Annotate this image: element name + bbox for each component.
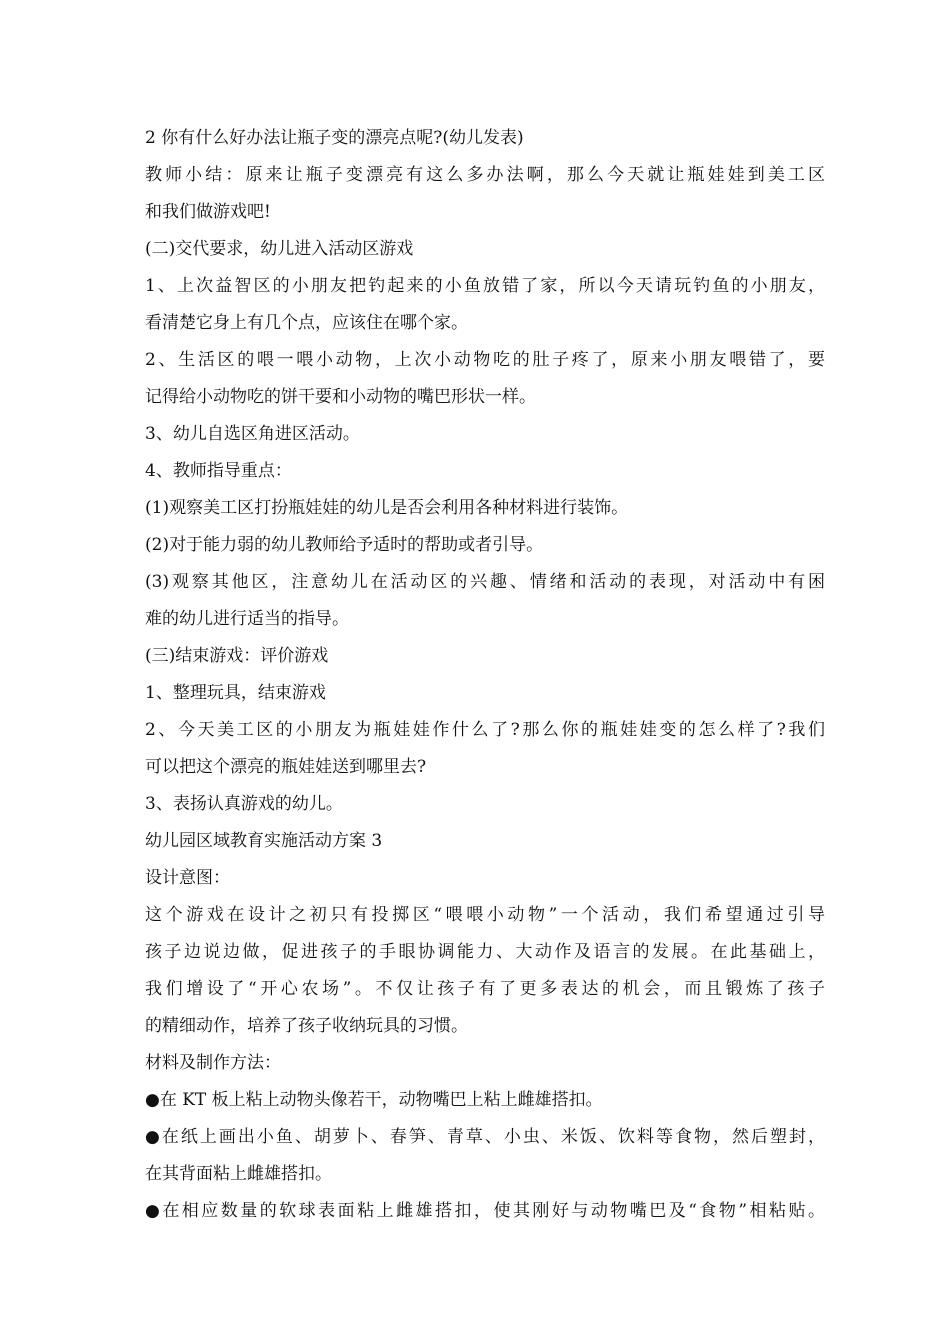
text-line: 看清楚它身上有几个点，应该住在哪个家。: [145, 313, 468, 333]
text-line: 3、幼儿自选区角进区活动。: [145, 424, 360, 444]
text-line: 2 你有什么好办法让瓶子变的漂亮点呢?(幼儿发表): [145, 128, 524, 148]
text-line: 记得给小动物吃的饼干要和小动物的嘴巴形状一样。: [145, 387, 536, 407]
bullet-item: ●在纸上画出小鱼、胡萝卜、春笋、青草、小虫、米饭、饮料等食物，然后塑封，: [145, 1127, 825, 1147]
text-line: 的精细动作，培养了孩子收纳玩具的习惯。: [145, 1016, 468, 1036]
document-title: 幼儿园区域教育实施活动方案 3: [145, 831, 383, 851]
text-line: 教师小结：原来让瓶子变漂亮有这么多办法啊，那么今天就让瓶娃娃到美工区: [145, 165, 825, 185]
text-line: 孩子边说边做，促进孩子的手眼协调能力、大动作及语言的发展。在此基础上，: [145, 942, 825, 962]
text-line: 4、教师指导重点：: [145, 461, 292, 481]
text-line: (3)观察其他区，注意幼儿在活动区的兴趣、情绪和活动的表现，对活动中有困: [145, 572, 825, 592]
text-line: 2、今天美工区的小朋友为瓶娃娃作什么了?那么你的瓶娃娃变的怎么样了?我们: [145, 720, 825, 740]
text-line: 2、生活区的喂一喂小动物，上次小动物吃的肚子疼了，原来小朋友喂错了，要: [145, 350, 825, 370]
section-heading: (二)交代要求，幼儿进入活动区游戏: [145, 239, 414, 259]
section-heading: 设计意图：: [145, 868, 230, 888]
bullet-item: ●在 KT 板上粘上动物头像若干，动物嘴巴上粘上雌雄搭扣。: [145, 1090, 603, 1110]
text-line: (1)观察美工区打扮瓶娃娃的幼儿是否会利用各种材料进行装饰。: [145, 498, 629, 518]
text-line: 这个游戏在设计之初只有投掷区“喂喂小动物”一个活动，我们希望通过引导: [145, 905, 825, 925]
text-line: 1、整理玩具，结束游戏: [145, 683, 326, 703]
text-line: (2)对于能力弱的幼儿教师给予适时的帮助或者引导。: [145, 535, 544, 555]
bullet-item: ●在相应数量的软球表面粘上雌雄搭扣，使其刚好与动物嘴巴及“食物”相粘贴。: [145, 1201, 825, 1221]
section-heading: (三)结束游戏：评价游戏: [145, 646, 329, 666]
text-line: 和我们做游戏吧!: [145, 202, 271, 222]
text-line: 难的幼儿进行适当的指导。: [145, 609, 349, 629]
bullet-item-continuation: 在其背面粘上雌雄搭扣。: [145, 1164, 332, 1184]
text-line: 1、上次益智区的小朋友把钓起来的小鱼放错了家，所以今天请玩钓鱼的小朋友，: [145, 276, 825, 296]
text-line: 我们增设了“开心农场”。不仅让孩子有了更多表达的机会，而且锻炼了孩子: [145, 979, 825, 999]
text-line: 3、表扬认真游戏的幼儿。: [145, 794, 343, 814]
section-heading: 材料及制作方法：: [145, 1053, 281, 1073]
text-line: 可以把这个漂亮的瓶娃娃送到哪里去?: [145, 757, 427, 777]
document-body: [145, 120, 825, 1230]
